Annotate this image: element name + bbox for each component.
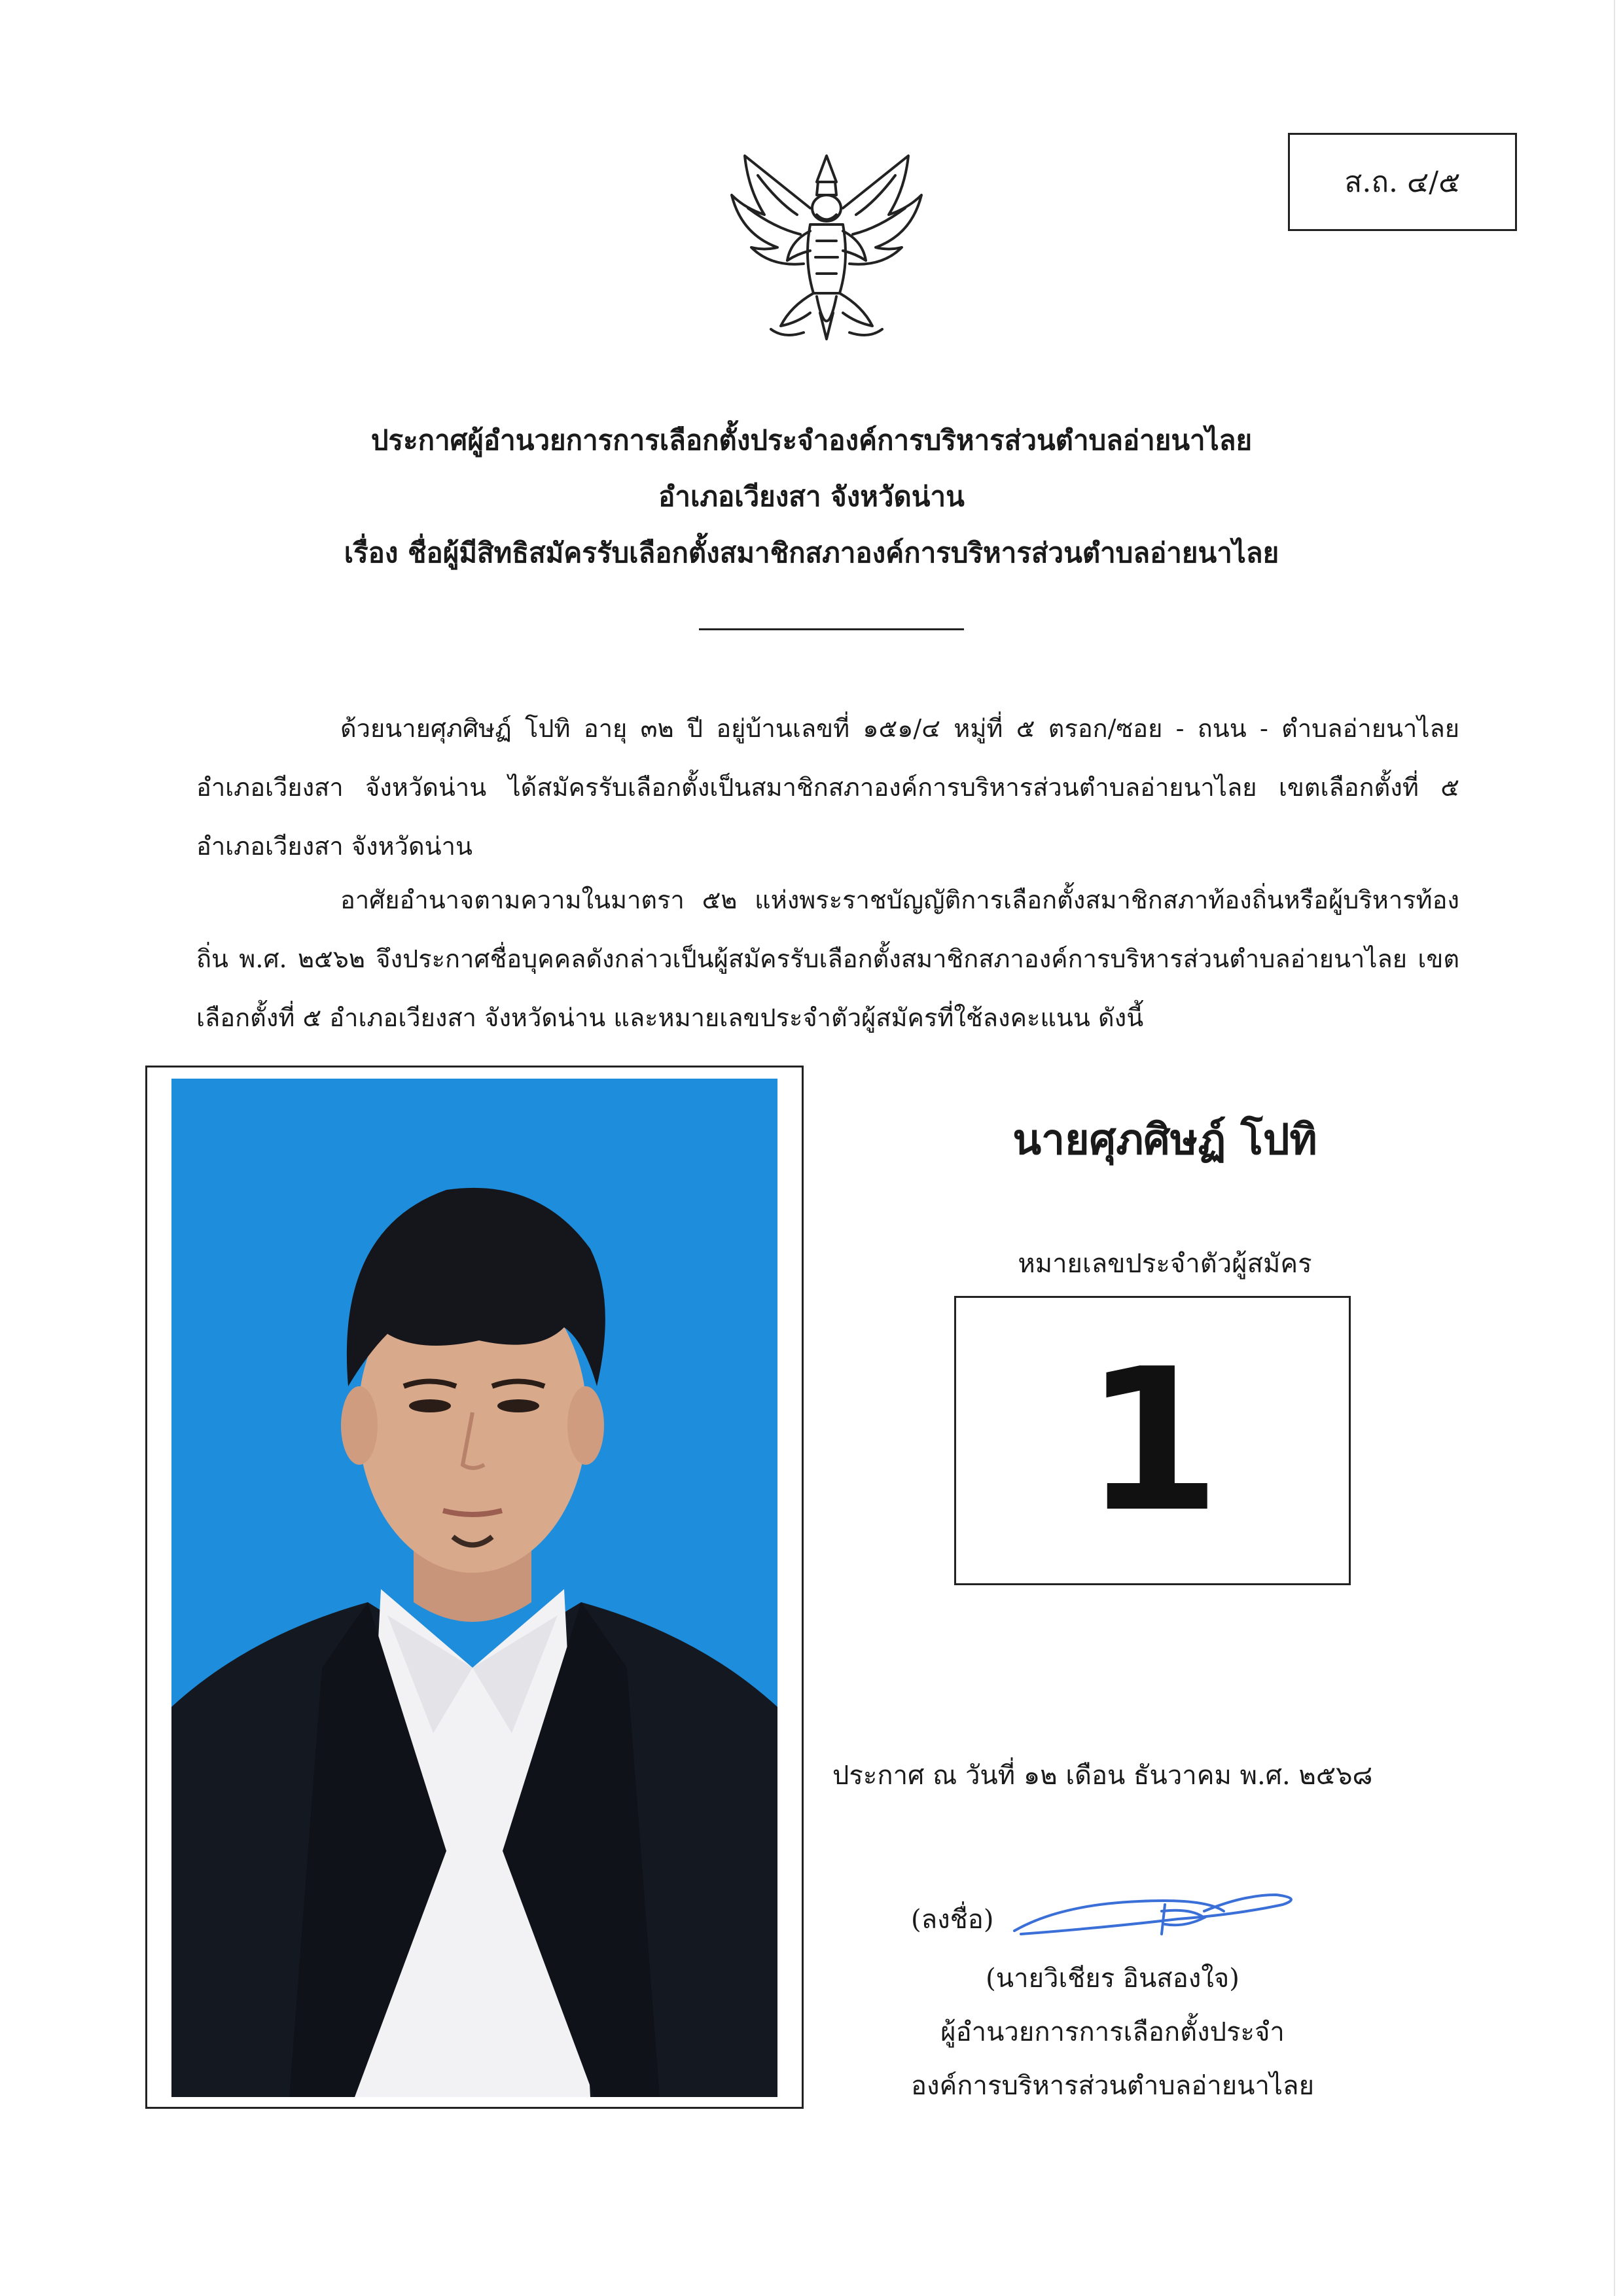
candidate-name: นายศุภศิษฏ์ โปทิ [1012,1115,1317,1164]
candidate-number-box [954,1296,1351,1585]
signature-label: (ลงชื่อ) [911,1905,994,1935]
paragraph-text: ด้วยนายศุภศิษฏ์ โปทิ อายุ ๓๒ ปี อยู่บ้านเลขที่ ๑๕๑/๔ หมู่ที่ ๕ ตรอก/ซอย - ถนน - ตำบลอ่ายนาไลย อำเภอเวียงสา จังหวัดน่าน ได้สมัครรับเลือกตั้งเป็นสมาชิกสภาองค์การบริหารส่วนตำบลอ่ายนาไลย เขตเลือกตั้งที่ ๕ อำเภอเวียงสา จังหวัดน่าน [196,714,1459,861]
announcement-date: ประกาศ ณ วันที่ ๑๒ เดือน ธันวาคม พ.ศ. ๒๕๖๘ [832,1761,1373,1791]
form-code: ส.ถ. ๔/๕ [1344,166,1461,199]
candidate-number: 1 [1084,1326,1221,1555]
signer-position-line-2: องค์การบริหารส่วนตำบลอ่ายนาไลย [910,2071,1314,2101]
body-paragraph-2 [196,870,1459,1047]
garuda-emblem-icon [719,143,935,359]
page-edge [1614,0,1615,2296]
signer-position-line-1: ผู้อำนวยการการเลือกตั้งประจำ [940,2017,1285,2047]
title-subject: เรื่อง ชื่อผู้มีสิทธิสมัครรับเลือกตั้งสมาชิกสภาองค์การบริหารส่วนตำบลอ่ายนาไลย [344,537,1279,569]
candidate-photo [171,1079,777,2097]
form-code-box [1288,133,1517,231]
title-divider [699,628,964,630]
body-paragraph-1 [196,699,1459,876]
title-district: อำเภอเวียงสา จังหวัดน่าน [658,480,965,512]
candidate-number-label: หมายเลขประจำตัวผู้สมัคร [1018,1249,1312,1279]
announcement-title: ประกาศผู้อำนวยการการเลือกตั้งประจำองค์การบริหารส่วนตำบลอ่ายนาไลย [370,424,1253,456]
handwritten-signature [1008,1878,1309,1950]
signer-name: (นายวิเชียร อินสองใจ) [986,1964,1240,1994]
paragraph-text: อาศัยอำนาจตามความในมาตรา ๕๒ แห่งพระราชบัญญัติการเลือกตั้งสมาชิกสภาท้องถิ่นหรือผู้บริหารท้องถิ่น พ.ศ. ๒๕๖๒ จึงประกาศชื่อบุคคลดังกล่าวเป็นผู้สมัครรับเลือกตั้งสมาชิกสภาองค์การบริหารส่วนตำบลอ่ายนาไลย เขตเลือกตั้งที่ ๕ อำเภอเวียงสา จังหวัดน่าน และหมายเลขประจำตัวผู้สมัครที่ใช้ลงคะแนน ดังนี้ [196,886,1459,1032]
